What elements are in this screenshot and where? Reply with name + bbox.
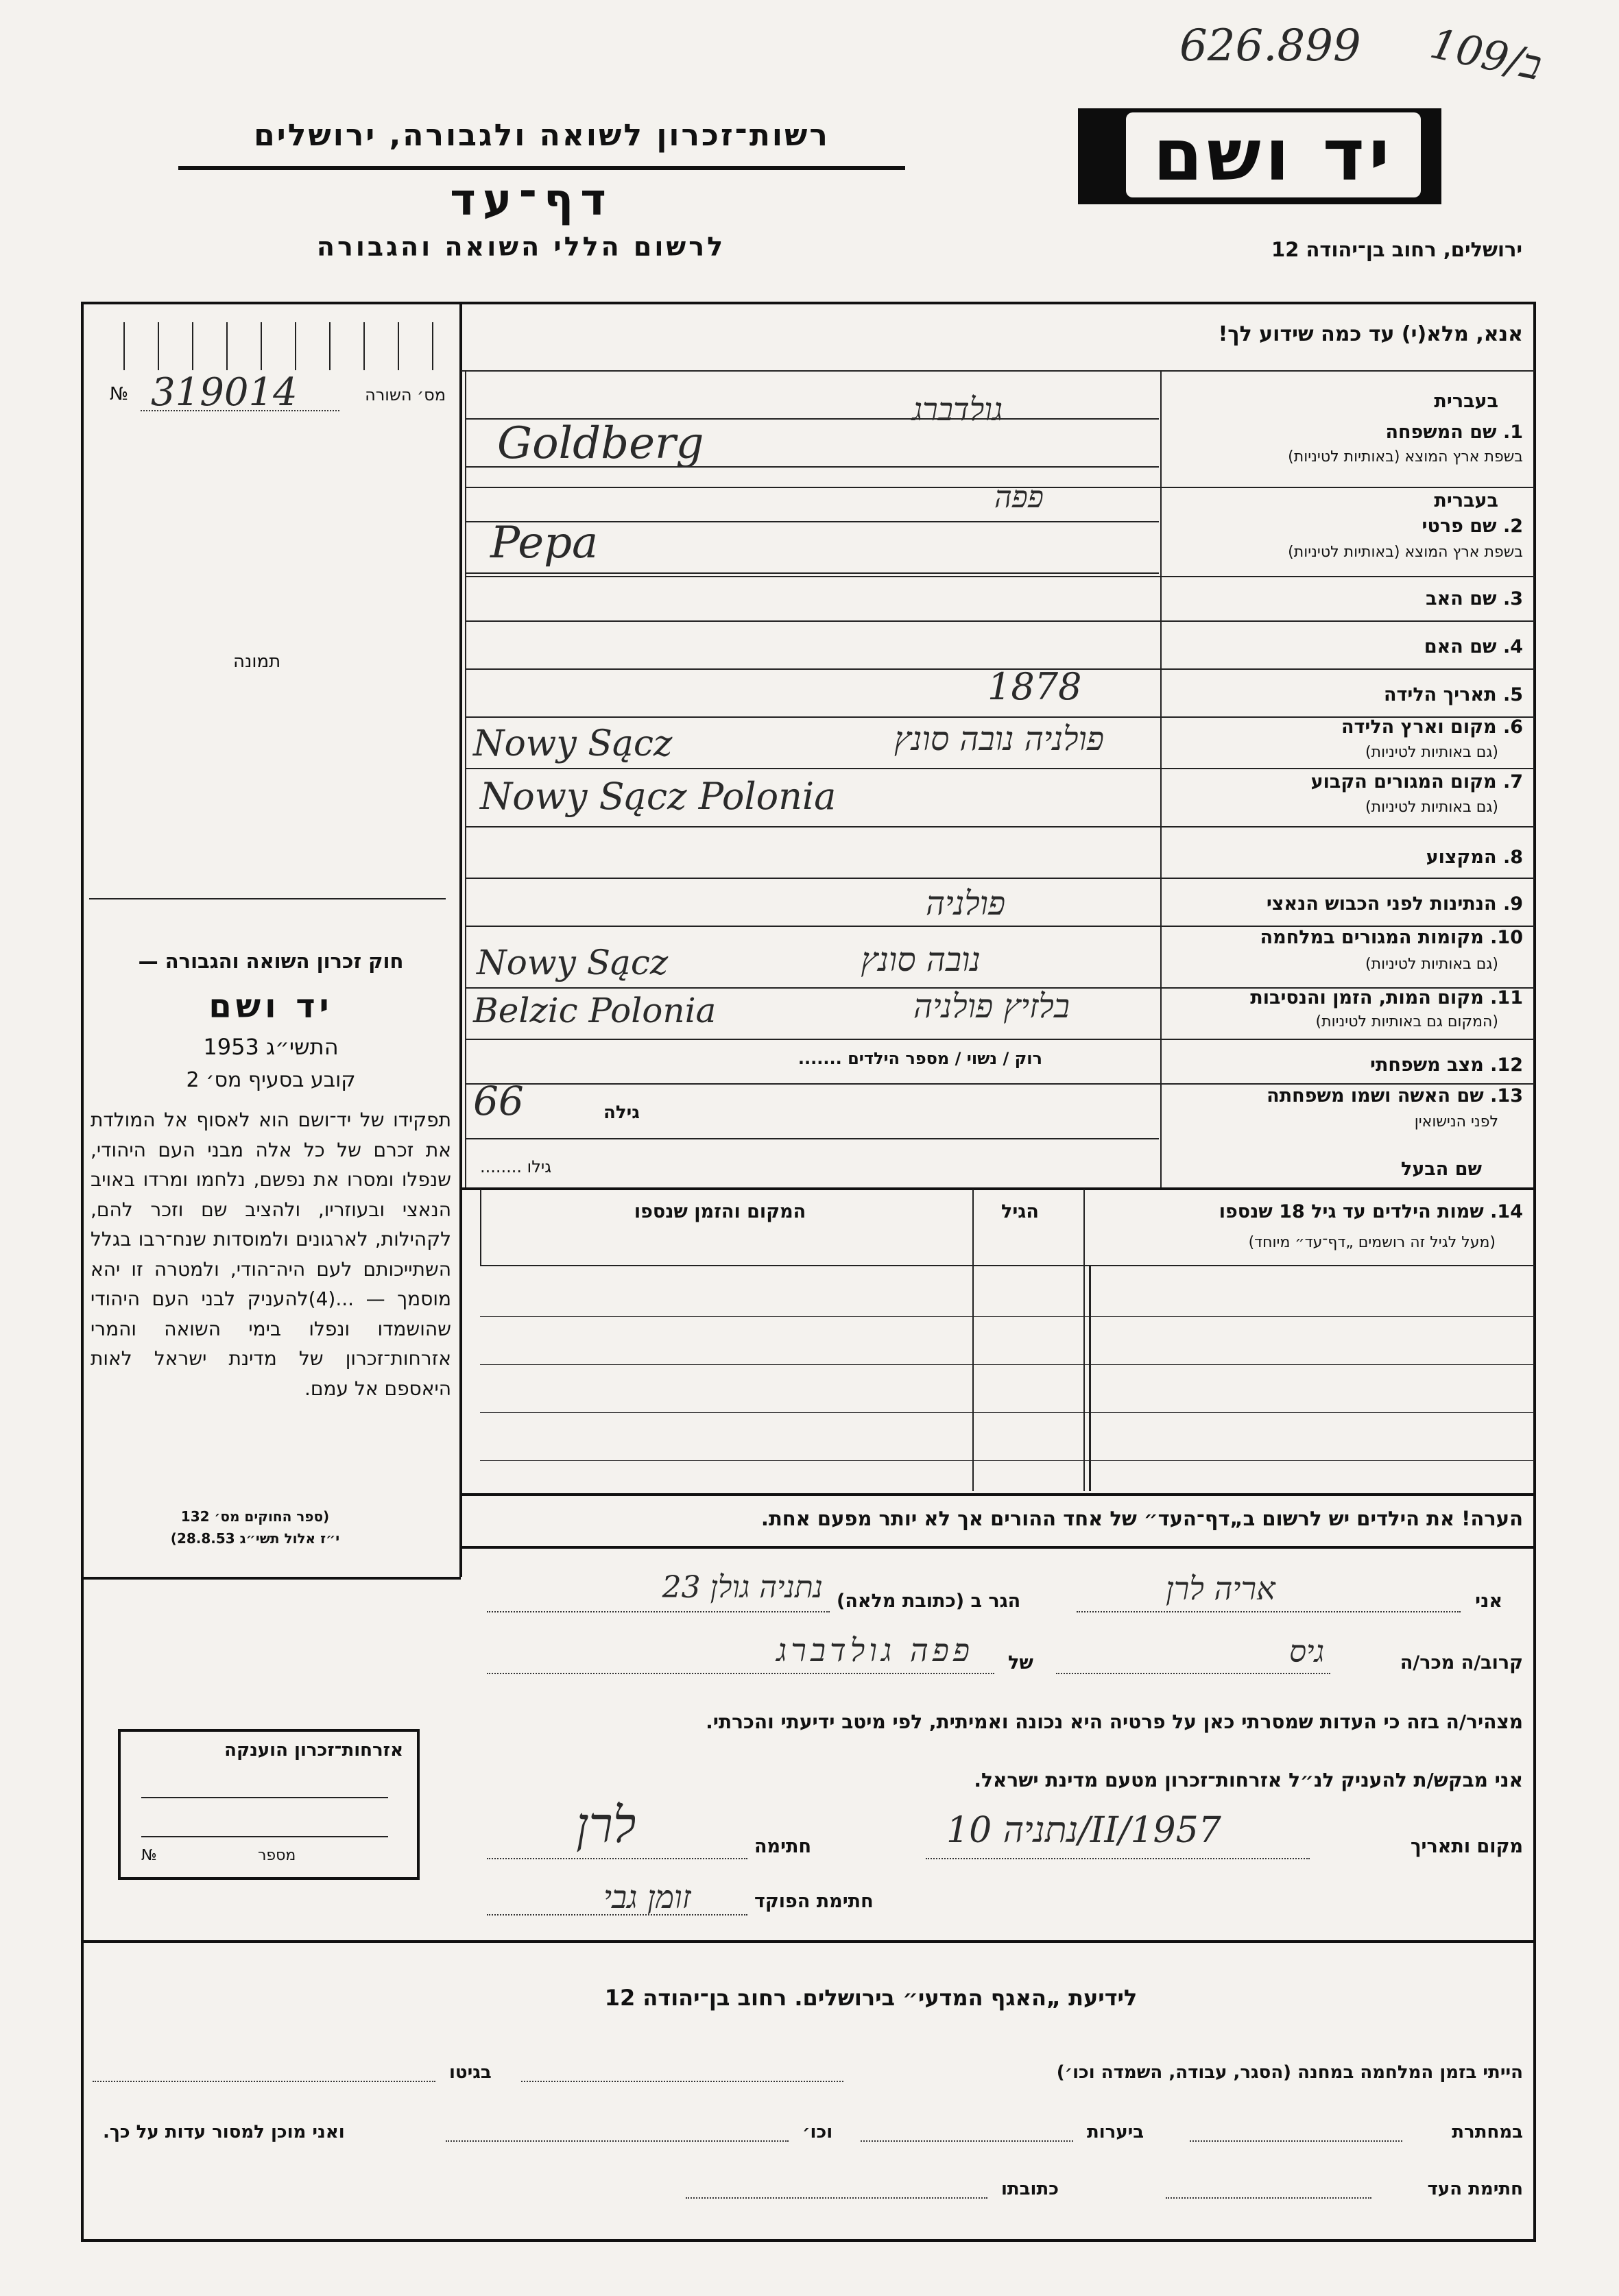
field-4-label: 4. שם האם <box>1424 636 1523 657</box>
register-number-value: 319014 <box>151 370 298 415</box>
field-2-sub: בשפת ארץ המוצא (באותיות לטיניות) <box>1288 544 1523 561</box>
children-col-place: המקום והזמן שנספו <box>634 1201 806 1222</box>
footer-heading: לידיעת „האגף המדעי״ בירושלים. רחוב בן־יהודה 12 <box>604 1985 1138 2011</box>
declarant-of-label: של <box>1008 1652 1033 1673</box>
officer-signature-label: חתימת הפוקד <box>754 1891 874 1912</box>
photo-area-rule <box>89 898 446 899</box>
footer-address-label: כתובתו <box>1001 2179 1059 2199</box>
law-year: התשי״ג 1953 <box>203 1034 339 1060</box>
yad-vashem-logo <box>1078 108 1441 204</box>
page-subtitle: לרשום הללי השואה והגבורה <box>316 232 726 262</box>
footer-camp-label: הייתי בזמן המלחמה במחנה (הסגר, עבודה, השמדה וכו׳) <box>1056 2062 1523 2083</box>
field-1-label: 1. שם המשפחה <box>1385 422 1523 443</box>
children-label: 14. שמות הילדים עד גיל 18 שנספו <box>1219 1201 1523 1222</box>
nationality-value: פולניה <box>926 884 1006 923</box>
field-2-lang: בעברית <box>1434 490 1498 511</box>
footer-willing-label: ואני מוכן למסור עדות על כך. <box>103 2122 345 2142</box>
field-2-label: 2. שם פרטי <box>1422 516 1523 537</box>
value-left-border <box>465 372 466 1187</box>
field-9-label: 9. הנתינות לפני הכבוש הנאצי <box>1266 893 1523 915</box>
register-number-label: מס׳ השורה <box>365 385 446 404</box>
archive-number: 626.899 <box>1179 21 1361 71</box>
wife-age-label: גילה <box>603 1102 640 1123</box>
law-reference-1: (ספר החוקים מס׳ 132 <box>180 1508 330 1525</box>
number-sign: № <box>110 384 129 404</box>
archive-folder-mark: 109/ב <box>1426 19 1546 90</box>
footer-witness-signature-label: חתימת העד <box>1427 2179 1523 2199</box>
children-rows <box>480 1268 1535 1488</box>
wartime-residence-hebrew: נובה סונץ <box>861 941 981 979</box>
footer-underground-label: במחתרת <box>1452 2122 1523 2142</box>
footer-etc-label: וכו׳ <box>802 2122 833 2142</box>
photo-label: תמונה <box>233 651 281 672</box>
permanent-residence-value: Nowy Sącz Polonia <box>480 775 837 818</box>
birth-date-value: 1878 <box>987 665 1082 708</box>
first-name-hebrew: פפה <box>994 480 1044 515</box>
instruction-rule <box>461 370 1535 372</box>
declarant-signature: לרן <box>576 1796 636 1854</box>
field-3-label: 3. שם האב <box>1426 588 1523 609</box>
citizenship-box <box>118 1729 420 1880</box>
label-column-divider <box>1160 372 1162 1187</box>
field-6-sub: (גם באותיות לטיניות) <box>1365 744 1498 761</box>
field-11-sub: (המקום גם באותיות לטיניות) <box>1315 1013 1498 1030</box>
field-12-label: 12. מצב משפחתי <box>1370 1054 1523 1076</box>
sidebar-divider <box>459 302 462 1577</box>
death-place-hebrew: בלזיץ פולניה <box>913 987 1070 1026</box>
first-name-latin: Pepa <box>490 518 599 568</box>
field-6-label: 6. מקום וארץ הלידה <box>1341 716 1523 738</box>
law-name: יד ושם <box>208 987 333 1026</box>
husband-label: שם הבעל <box>1400 1159 1482 1180</box>
wartime-residence-latin: Nowy Sącz <box>477 943 669 982</box>
children-col-age: הגיל <box>1001 1201 1039 1222</box>
declarant-resides-label: הגר ב (כתובת מלאה) <box>837 1591 1021 1612</box>
field-7-label: 7. מקום המגורים הקבוע <box>1310 771 1523 793</box>
declarant-relative-label: קרוב/ה מכר/ה <box>1400 1652 1523 1673</box>
field-13-sub: לפני הנישואין <box>1414 1113 1498 1131</box>
field-7-sub: (גם באותיות לטיניות) <box>1365 799 1498 816</box>
citizenship-box-title: אזרחות־זכרון הוענקה <box>224 1740 403 1761</box>
declarant-of-value: פפה גולדברג <box>776 1632 974 1669</box>
field-11-label: 11. מקום המות, הזמן והנסיבות <box>1250 987 1523 1008</box>
citizenship-request-text: אני מבקש/ת להעניק לנ״ל אזרחות־זכרון מטעם מדינת ישראל. <box>974 1769 1523 1791</box>
field-1-sub: בשפת ארץ המוצא (באותיות לטיניות) <box>1288 448 1523 466</box>
birthplace-hebrew: פולניה נובה סונץ <box>894 720 1104 758</box>
place-date-label: מקום ותאריך <box>1410 1836 1523 1857</box>
declaration-text: מצהיר/ה בזה כי העדות שמסרתי כאן על פרטיה היא נכונה ואמיתית, לפי מיטב ידיעתי והכרתי. <box>706 1711 1523 1733</box>
register-number-field <box>110 370 446 418</box>
surname-hebrew: גולדברג <box>912 391 1003 428</box>
institution-name: רשות־זכרון לשואה ולגבורה, ירושלים <box>254 118 830 153</box>
perforation-marks <box>117 322 466 370</box>
sidebar-bottom-rule <box>82 1577 461 1580</box>
page-title: דף־עד <box>450 175 613 226</box>
logo-text: יד ושם <box>1126 112 1421 197</box>
instruction-text: אנא, מלא(י) עד כמה שידוע לך! <box>1218 322 1523 346</box>
citizenship-box-number-sign: № <box>141 1847 157 1864</box>
field-10-sub: (גם באותיות לטיניות) <box>1365 956 1498 973</box>
field-13-label: 13. שם האשה ושמו משפחתה <box>1267 1085 1523 1107</box>
header-rule <box>178 166 905 170</box>
field-5-label: 5. תאריך הלידה <box>1383 684 1523 705</box>
footer-ghetto-label: בגיטו <box>449 2062 492 2083</box>
marital-options: רוק / נשוי / מספר הילדים ....... <box>797 1049 1042 1068</box>
law-clause: קובע בסעיף מס׳ 2 <box>186 1068 356 1092</box>
field-8-label: 8. המקצוע <box>1426 847 1523 868</box>
declarant-name: אריה לרן <box>1166 1570 1275 1607</box>
field-1-lang: בעברית <box>1434 391 1498 412</box>
law-text: תפקידו של יד־ושם הוא לאסוף אל המולדת את זכרם של כל אלה מבני העם היהודי, שנפלו ומסרו את נפשם, נלחמו ומרדו באויב הנאצי ובעוזריו, ולהציב שם וזכר להם, לקהילות, לארגונים ולמוסדות שנח־רבו בגלל השתייכותם לעם היה־הודי, ולמטרה זו יהא מוסמך — ...(4)להעניק לבני העם היהודי שהושמדו ונפלו בימי השואה והמרי אזרחות־זכרון של מדינת ישראל לאות היאספם אל עמם. <box>91 1109 451 1400</box>
children-note: הערה! את הילדים יש לרשום ב„דף־העד״ של אחד ההורים אך לא יותר מפעם אחת. <box>760 1507 1523 1530</box>
law-heading: חוק זכרון השואה והגבורה — <box>138 950 404 973</box>
surname-latin: Goldberg <box>497 418 704 469</box>
birthplace-latin: Nowy Sącz <box>473 723 673 764</box>
footer-forests-label: ביערות <box>1087 2122 1144 2142</box>
death-place-latin: Belzic Polonia <box>473 991 717 1030</box>
wife-age-value: 66 <box>473 1078 524 1124</box>
declarant-relation: גיס <box>1289 1634 1325 1669</box>
declarant-i-label: אני <box>1475 1591 1502 1612</box>
place-date-value: נתניה 10/II/1957 <box>946 1810 1221 1851</box>
children-sub: (מעל לגיל זה רושמים „דף־עד״ מיוחד) <box>1248 1234 1496 1251</box>
officer-signature: זומן גבי <box>603 1878 691 1916</box>
husband-age-label: גילו ........ <box>480 1157 552 1176</box>
declarant-address: נתניה גולן 23 <box>662 1570 823 1605</box>
citizenship-box-number-label: מספר <box>258 1847 296 1864</box>
field-10-label: 10. מקומות המגורים במלחמה <box>1260 927 1523 948</box>
law-reference-2: י״ז אלול תשי״ג 28.8.53) <box>170 1530 340 1547</box>
signature-label: חתימה <box>754 1836 812 1857</box>
institution-address: ירושלים, רחוב בן־יהודה 12 <box>1271 238 1522 261</box>
footer-rule <box>82 1940 1535 1943</box>
